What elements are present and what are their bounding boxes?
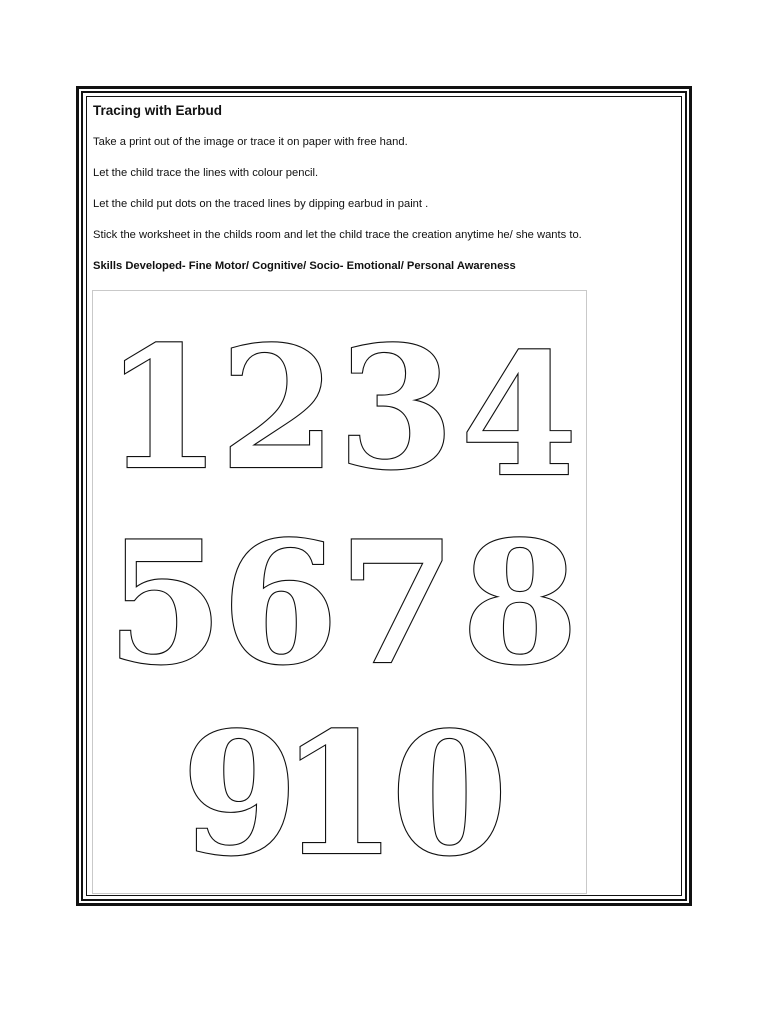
numeral-3: 3: [337, 309, 455, 507]
instruction-4: Stick the worksheet in the childs room and let the child trace the creation anytime he/ she wants to.: [93, 229, 582, 241]
worksheet-text: [93, 102, 678, 275]
numeral-2: 2: [219, 309, 337, 507]
instruction-2: Let the child trace the lines with colour pencil.: [93, 167, 319, 179]
instruction-3: Let the child put dots on the traced lines by dipping earbud in paint .: [93, 198, 429, 210]
numeral-9: 9: [181, 695, 299, 893]
numeral-1: 1: [104, 309, 222, 507]
numeral-7: 7: [338, 504, 456, 702]
numeral-5: 5: [106, 504, 224, 702]
skills-developed: Skills Developed- Fine Motor/ Cognitive/ Socio- Emotional/ Personal Awareness: [93, 260, 516, 272]
number-tracing-image: [92, 290, 587, 894]
numeral-4: 4: [460, 316, 578, 514]
numeral-6: 6: [221, 504, 339, 702]
instruction-1: Take a print out of the image or trace it on paper with free hand.: [93, 136, 408, 148]
numeral-10: 10: [280, 695, 502, 893]
numbers-outline-svg: [93, 291, 588, 895]
worksheet-title: Tracing with Earbud: [93, 103, 223, 118]
numeral-8: 8: [461, 504, 579, 702]
